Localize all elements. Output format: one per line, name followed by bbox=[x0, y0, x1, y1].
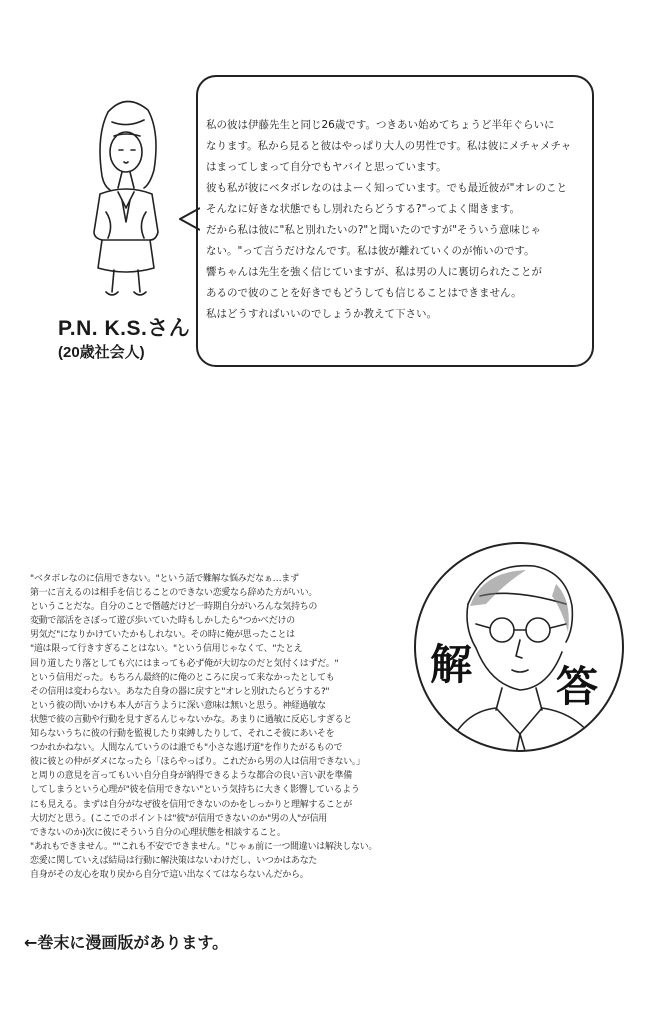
answer-line: 自身がその友心を取り戻から自分で這い出なくてはならないんだから。 bbox=[30, 869, 309, 880]
answer-line: "道は限って行きすぎることはない。"という信用じゃなくて、"たとえ bbox=[30, 644, 303, 655]
answer-line: 大切だと思う。(ここでのポイントは"彼"が信用できないのか"男の人"が信用 bbox=[30, 813, 327, 824]
answer-line: できないのか)次に彼にそういう自分の心理状態を相談すること。 bbox=[30, 827, 286, 838]
answer-line: にも見える。まずは自分がなぜ彼を信用できないのかをしっかりと理解することが bbox=[30, 799, 352, 810]
answer-line: ということだな。自分のことで僭越だけど一時期自分がいろんな気持ちの bbox=[30, 602, 318, 613]
footer-note: ←巻末に漫画版があります。 bbox=[24, 933, 229, 952]
answer-line: "ベタボレなのに信用できない。"という話で難解な悩みだなぁ…まず bbox=[30, 574, 299, 584]
answer-line: 変動で部活をさぼって遊び歩いていた時もしかしたら"つかべだけの bbox=[30, 616, 295, 627]
answer-line: という彼の問いかけも本人が言うように深い意味は無いと思う。神経過敏な bbox=[30, 700, 326, 711]
letter-line: 彼も私が彼にベタボレなのはよーく知っています。でも最近彼が"オレのこと bbox=[206, 182, 567, 194]
answer-line: 恋愛に関していえば結局は行動に解決策はないわけだし、いつかはあなた bbox=[30, 855, 318, 866]
letter-line: 私はどうすればいいのでしょうか教えて下さい。 bbox=[206, 308, 437, 320]
answer-line: 彼に彼との仲がダメになったら「ほらやっぱり。これだから男の人は信用できない。」 bbox=[30, 757, 365, 768]
letter-line: あるので彼のことを好きでもどうしても信じることはできません。 bbox=[206, 287, 522, 299]
letter-line: 響ちゃんは先生を強く信じていますが、私は男の人に裏切られたことが bbox=[206, 266, 542, 278]
answer-body bbox=[30, 572, 422, 882]
answer-line: "あれもできません。""これも不安でできません。"じゃぁ前に一つ間違いは解決しない。 bbox=[30, 841, 378, 852]
letter-line: はまってしまって自分でもヤバイと思っています。 bbox=[206, 161, 447, 173]
letter-line: なります。私から見ると彼はやっぱり大人の男性です。私は彼にメチャメチャ bbox=[206, 140, 572, 152]
letter-bubble bbox=[196, 75, 594, 367]
letter-line: だから私は彼に"私と別れたいの?"と聞いたのですが"そういう意味じゃ bbox=[206, 224, 542, 236]
answer-line: と周りの意見を言ってもいい自分自身が納得できるような都合の良い言い訳を準備 bbox=[30, 771, 352, 782]
answer-line: 知らないうちに彼の行動を監視したり束縛したりして、それこそ彼にあいそを bbox=[30, 729, 335, 740]
girl-illustration bbox=[78, 92, 174, 304]
answer-line: 第一に言えるのは相手を信じることのできない恋愛なら辞めた方がいい。 bbox=[30, 588, 318, 599]
answer-line: 男気だ"になりかけていたかもしれない。その時に俺が思ったことは bbox=[30, 630, 295, 641]
sender-age-occupation: (20歳社会人) bbox=[58, 344, 145, 361]
answer-line: つかれかねない。人間なんていうのは誰でも"小さな逃げ道"を作りたがるもので bbox=[30, 743, 343, 754]
answer-line: 状態で彼の言動や行動を見すぎるんじゃないかな。あまりに過敏に反応しすぎると bbox=[30, 714, 352, 725]
answer-line: 回り道したり落としても穴にはまっても必ず俺が大切なのだと気付くはずだ。" bbox=[30, 658, 339, 669]
answer-line: という信用だった。もちろん最終的に俺のところに戻って来なかったとしても bbox=[30, 672, 335, 683]
answer-label-kai: 解 bbox=[430, 640, 473, 689]
answer-circle bbox=[414, 542, 624, 752]
letter-line: そんなに好きな状態でもし別れたらどうする?"ってよく聞きます。 bbox=[206, 203, 521, 215]
letter-line: 私の彼は伊藤先生と同じ26歳です。つきあい始めてちょうど半年ぐらいに bbox=[206, 119, 555, 131]
letter-line: ない。"って言うだけなんです。私は彼が離れていくのが怖いのです。 bbox=[206, 245, 535, 257]
answer-line: してしまうという心理が"彼を信用できない"という気持ちに大きく影響しているよう bbox=[30, 785, 360, 796]
sender-pen-name: P.N. K.S.さん bbox=[58, 317, 191, 340]
answer-line: その信用は変わらない。あなた自身の器に戻すと"オレと別れたらどうする?" bbox=[30, 686, 330, 697]
answer-label-tou: 答 bbox=[556, 662, 599, 711]
